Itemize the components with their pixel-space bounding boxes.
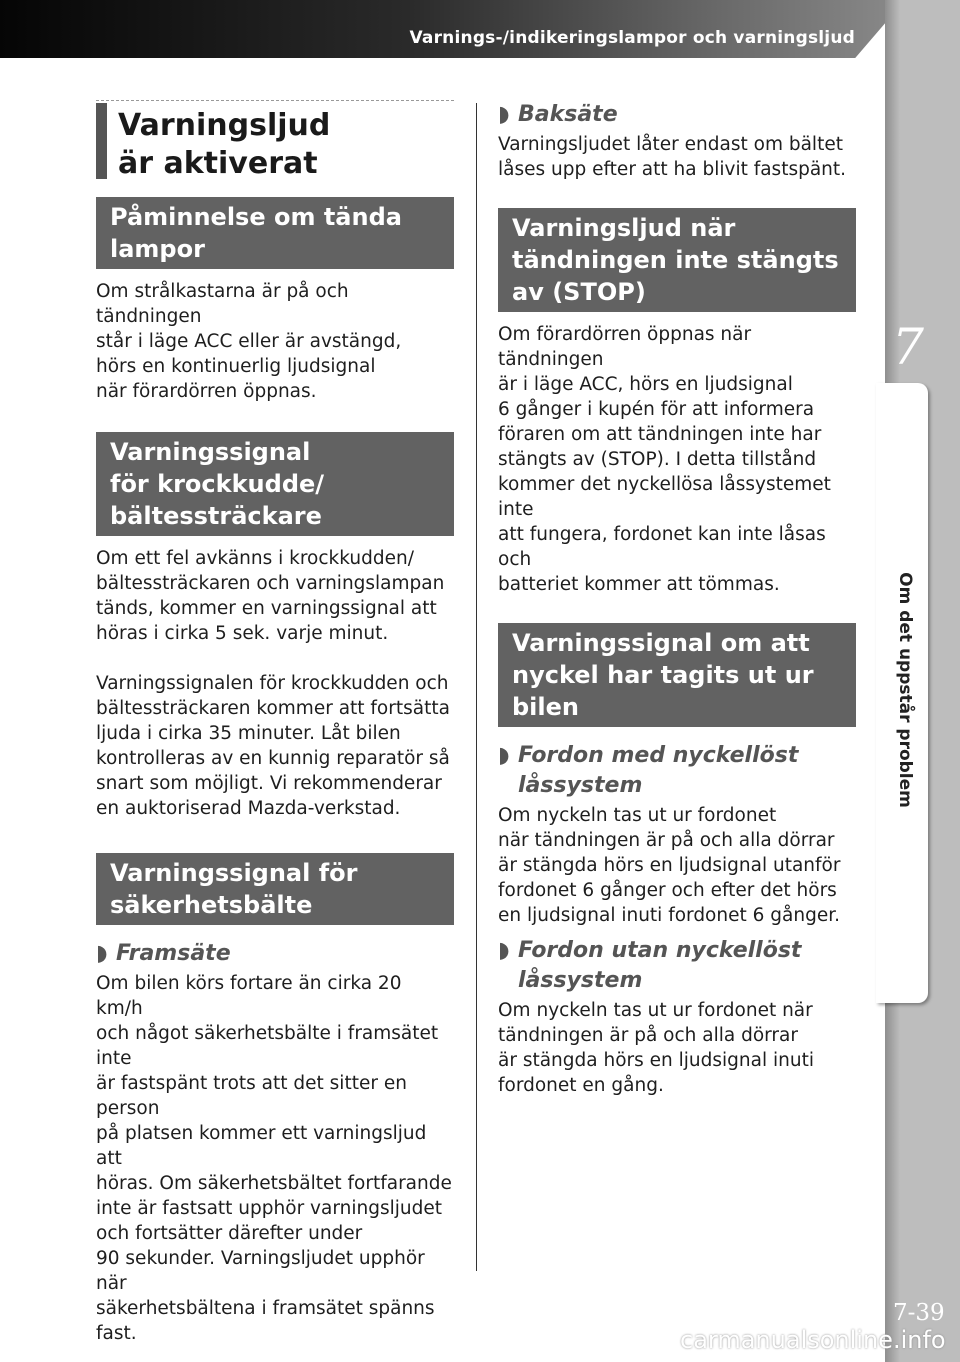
subheading-rear-seat: ◗ Baksäte — [498, 100, 856, 130]
header-title: Varnings-/indikeringslampor och varningsljud — [409, 28, 855, 48]
paragraph: Varningssignalen för krockkudden och bältessträckaren kommer att fortsätta ljuda i cirka 35 minuter. Låt bilen kontrolleras av en kunnig reparatör så snart som möjligt. Vi rekommenderar en auktoriserad Mazda-verkstad. — [96, 673, 450, 819]
main-title — [96, 100, 454, 183]
watermark: carmanualsonline.info — [680, 1326, 946, 1354]
subheading-without-keyless: ◗ Fordon utan nyckellöst låssystem — [498, 938, 802, 993]
section-heading-seatbelt-signal: Varningssignal för säkerhetsbälte — [96, 853, 454, 925]
left-column — [96, 100, 454, 1346]
section-heading-light-reminder: Påminnelse om tända lampor — [96, 197, 454, 269]
paragraph: Om ett fel avkänns i krockkudden/ bältessträckaren och varningslampan tänds, kommer en varningssignal att höras i cirka 5 sek. varje minut. — [96, 548, 445, 644]
bullet-icon: ◗ — [498, 743, 510, 768]
right-column — [498, 100, 856, 1098]
paragraph: Om nyckeln tas ut ur fordonet när tändningen är på och alla dörrar är stängda hörs en ljudsignal utanför fordonet 6 gånger och efter det hörs en ljudsignal inuti fordonet 6 gånger. — [498, 805, 841, 926]
page-number: 7-39 — [893, 1300, 945, 1326]
subheading-keyless: ◗ Fordon med nyckellöst låssystem — [498, 743, 799, 798]
chapter-number: 7 — [892, 318, 924, 376]
section-heading-airbag-signal: Varningssignal för krockkudde/ bältessträckare — [96, 432, 454, 536]
subheading-front-seat: ◗ Framsäte — [96, 939, 454, 969]
paragraph: Om bilen körs fortare än cirka 20 km/h och något säkerhetsbälte i framsätet inte är fastspänt trots att det sitter en person på platsen kommer ett varningsljud att höras. Om säkerhetsbältet fortfarande inte är fastsatt upphör varningsljudet och fortsätter därefter under 90 sekunder. Varningsljudet upphör när säkerhetsbältena i framsätet spänns fast. — [96, 973, 452, 1344]
column-divider — [476, 103, 477, 1271]
main-title-line: är aktiverat — [118, 146, 318, 181]
bullet-icon: ◗ — [498, 102, 510, 127]
bullet-icon: ◗ — [498, 938, 510, 963]
paragraph: Varningsljudet låter endast om bältet låses upp efter att ha blivit fastspänt. — [498, 134, 847, 180]
paragraph: Om förardörren öppnas när tändningen är i läge ACC, hörs en ljudsignal 6 gånger i kupén för att informera föraren om att tändningen inte har stängts av (STOP). I detta tillstånd kommer det nyckellösa låssystemet inte att fungera, fordonet kan inte låsas och batteriet kommer att tömmas. — [498, 324, 831, 595]
section-heading-ignition-not-off: Varningsljud när tändningen inte stängts av (STOP) — [498, 208, 856, 312]
main-title-line: Varningsljud — [118, 108, 331, 143]
section-heading-key-removed: Varningssignal om att nyckel har tagits ut ur bilen — [498, 623, 856, 727]
bullet-icon: ◗ — [96, 941, 108, 966]
chapter-tab-label: Om det uppstår problem — [895, 572, 915, 808]
paragraph: Om nyckeln tas ut ur fordonet när tändningen är på och alla dörrar är stängda hörs en ljudsignal inuti fordonet en gång. — [498, 1000, 814, 1096]
paragraph: Om strålkastarna är på och tändningen står i läge ACC eller är avstängd, hörs en kontinuerlig ljudsignal när förardörren öppnas. — [96, 281, 402, 402]
